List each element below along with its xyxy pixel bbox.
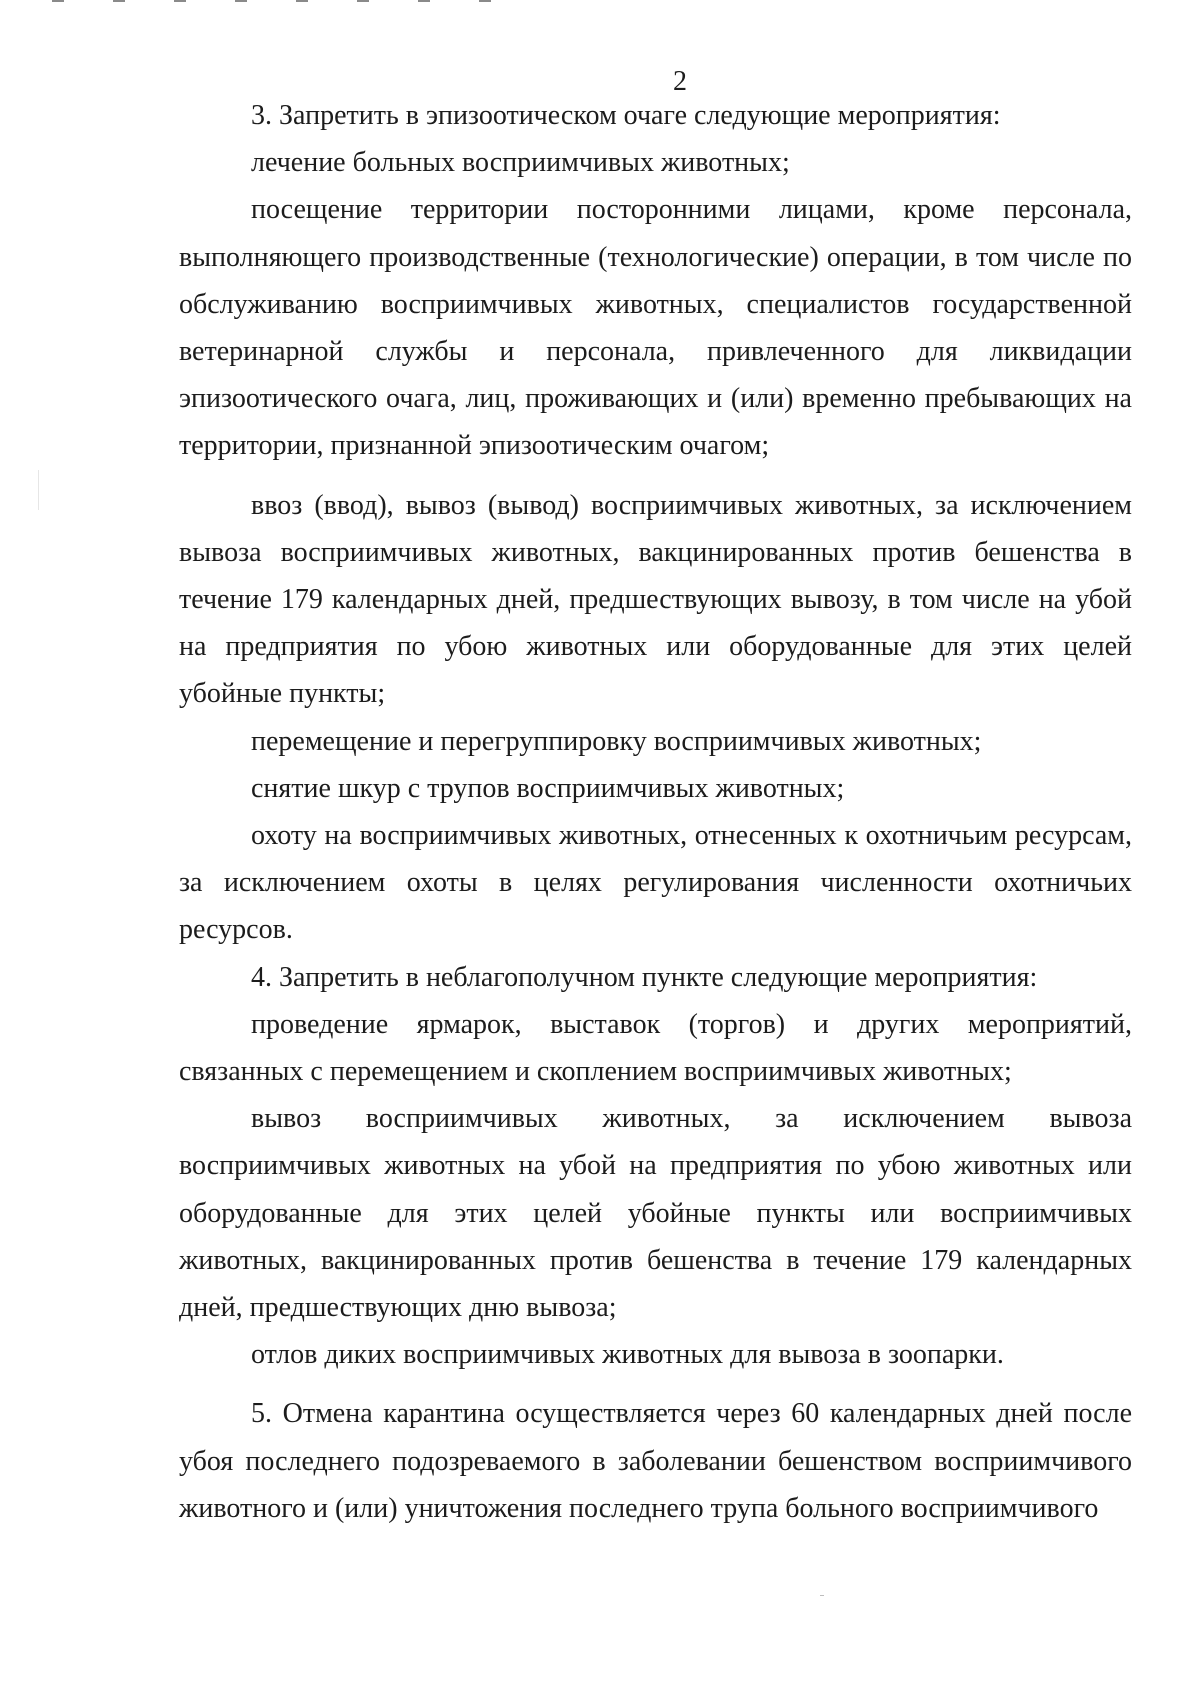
paragraph-hunting-ban: охоту на восприимчивых животных, отнесенных к охотничьим ресурсам, за исключением охоты в целях регулирования численности охотничьих ресурсов. xyxy=(179,820,1132,946)
paragraph-visit-ban: посещение территории посторонними лицами, кроме персонала, выполняющего производственные (технологические) операции, в том числе по обслуживанию восприимчивых животных, специалистов государственной ветеринарной службы и персонала, привлеченного для ликвидации эпизоотического очага, лиц, проживающих и (или) временно пребывающих на территории, признанной эпизоотическим очагом; xyxy=(179,194,1132,462)
scan-speck xyxy=(820,1595,824,1596)
paragraph-removal-ban: вывоз восприимчивых животных, за исключением вывоза восприимчивых животных на убой на предприятия по убою животных или оборудованные для этих целей убойные пункты или восприимчивых животных, вакцинированных против бешенства в течение 179 календарных дней, предшествующих дню вывоза; xyxy=(179,1103,1132,1324)
paragraph-skinning-ban: снятие шкур с трупов восприимчивых животных; xyxy=(251,772,845,804)
paragraph-fairs-ban: проведение ярмарок, выставок (торгов) и других мероприятий, связанных с перемещением и скоплением восприимчивых животных; xyxy=(179,1008,1132,1088)
paragraph-capture-ban: отлов диких восприимчивых животных для вывоза в зоопарки. xyxy=(251,1339,1004,1371)
paragraph-item-3: 3. Запретить в эпизоотическом очаге следующие мероприятия: xyxy=(251,100,1001,131)
paragraph-import-export-ban: ввоз (ввод), вывоз (вывод) восприимчивых животных, за исключением вывоза восприимчивых животных, вакцинированных против бешенства в течение 179 календарных дней, предшествующих вывозу, в том числе на убой на предприятия по убою животных или оборудованные для этих целей убойные пункты; xyxy=(179,489,1132,710)
paragraph-regrouping-ban: перемещение и перегруппировку восприимчивых животных; xyxy=(251,725,982,757)
paragraph-item-5: 5. Отмена карантина осуществляется через 60 календарных дней после убоя последнего подозреваемого в заболевании бешенством восприимчивого животного и (или) уничтожения последнего трупа больного восприимчивого xyxy=(179,1398,1132,1524)
scan-margin-mark xyxy=(38,470,39,510)
page-number: 2 xyxy=(673,66,687,97)
paragraph-treatment-ban: лечение больных восприимчивых животных; xyxy=(251,147,790,179)
scan-edge-dashes xyxy=(52,0,540,2)
document-body xyxy=(179,92,1132,1532)
paragraph-item-4: 4. Запретить в неблагополучном пункте следующие мероприятия: xyxy=(251,961,1038,993)
